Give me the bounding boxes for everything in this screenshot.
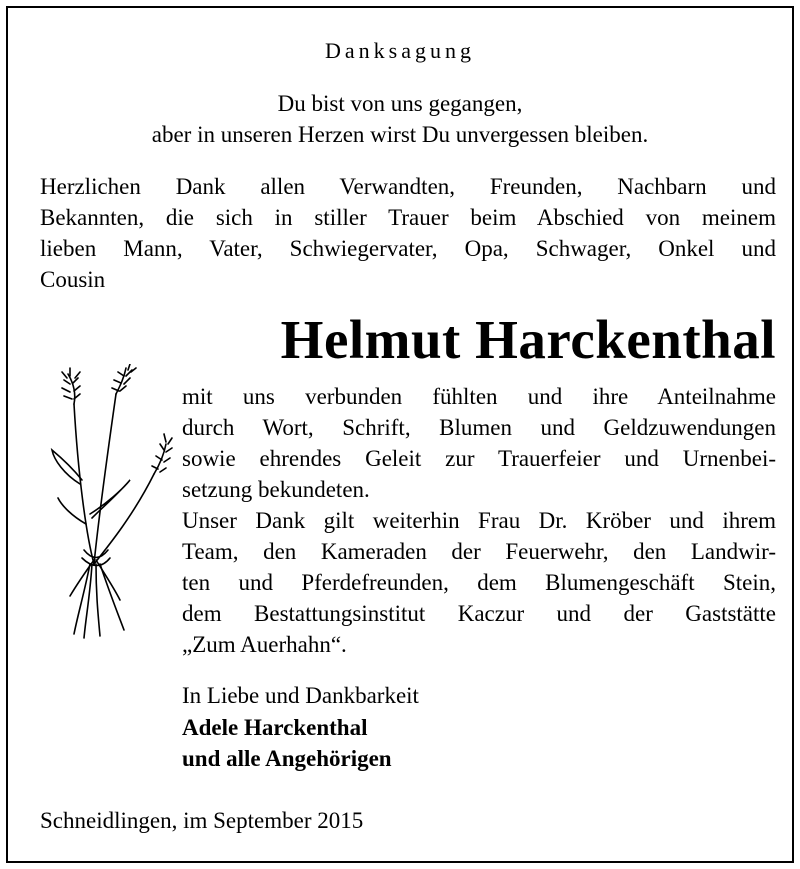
- obituary-frame: [6, 6, 794, 863]
- body-line: Team, den Kameraden der Feuerwehr, den Landwir-: [182, 539, 776, 564]
- deceased-name: Helmut Harckenthal: [280, 309, 776, 370]
- signature-name: Adele Harckenthal: [182, 715, 368, 740]
- thanks-line: lieben Mann, Vater, Schwiegervater, Opa, Schwager, Onkel und: [40, 236, 776, 261]
- body-line: sowie ehrendes Geleit zur Trauerfeier und Urnenbei-: [182, 446, 776, 471]
- body-line: mit uns verbunden fühlten und ihre Anteilnahme: [182, 384, 776, 409]
- thanks-line: Cousin: [40, 267, 106, 292]
- motto-line: Du bist von uns gegangen,: [277, 91, 523, 116]
- place-date: Schneidlingen, im September 2015: [40, 808, 364, 833]
- thanks-line: Bekannten, die sich in stiller Trauer beim Abschied von meinem: [40, 205, 776, 230]
- body-line: durch Wort, Schrift, Blumen und Geldzuwendungen: [182, 415, 776, 440]
- thanks-line: Herzlichen Dank allen Verwandten, Freunden, Nachbarn und: [40, 174, 776, 199]
- body-line: setzung bekundeten.: [182, 477, 370, 502]
- body-line: ten und Pferdefreunden, dem Blumengeschäft Stein,: [182, 570, 776, 595]
- body-line: „Zum Auerhahn“.: [182, 632, 347, 657]
- signature-family: und alle Angehörigen: [182, 746, 392, 771]
- wheat-sheaf-icon: [34, 364, 184, 644]
- body-line: Unser Dank gilt weiterhin Frau Dr. Kröber und ihrem: [182, 508, 776, 533]
- motto-line: aber in unseren Herzen wirst Du unvergessen bleiben.: [151, 122, 649, 147]
- signature-greeting: In Liebe und Dankbarkeit: [182, 683, 419, 708]
- heading: Danksagung: [325, 38, 475, 63]
- body-line: dem Bestattungsinstitut Kaczur und der Gaststätte: [182, 601, 776, 626]
